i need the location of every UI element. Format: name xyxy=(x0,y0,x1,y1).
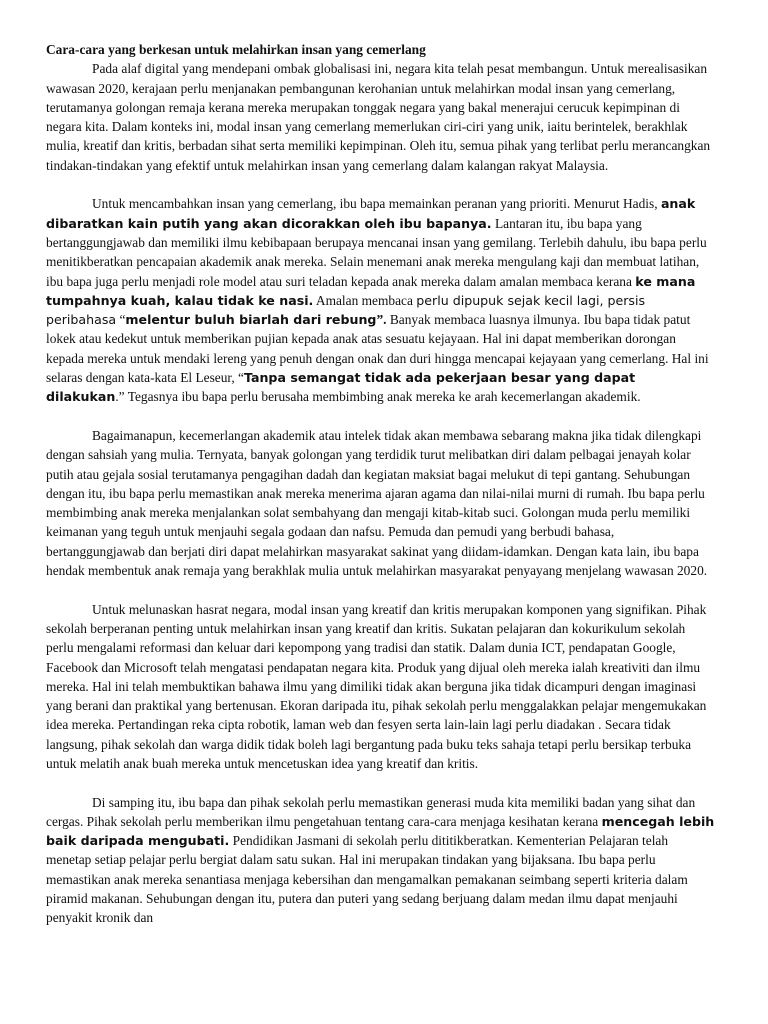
paragraph-2-quote-close: ”. xyxy=(376,312,387,328)
paragraph-2-quote-open: “ xyxy=(116,312,126,328)
paragraph-2-sans-c: perlu dipupuk sejak kecil lagi, persis peribahasa xyxy=(46,292,646,328)
paragraph-2-text-a: Untuk mencambahkan insan yang cemerlang, ibu bapa memainkan peranan yang prioriti. Menurut Hadis, xyxy=(92,196,661,212)
paragraph-2-text-b: Lantaran itu, ibu bapa yang bertanggungjawab dan memiliki ilmu kebibapaan berupaya mencanai insan yang gemilang. Terlebih dahulu, ibu bapa perlu menitikberatkan pencapaian akademik anak mereka. Selain menemani anak mereka mengulang kaji dan membuat latihan, ibu bapa juga perlu menjadi role model atau suri teladan kepada anak mereka dalam amalan membaca kerana xyxy=(46,215,707,289)
paragraph-2-bold-d: Tanpa semangat tidak ada pekerjaan besar yang dapat dilakukan xyxy=(46,370,636,405)
paragraph-2-text-d: Banyak membaca luasnya ilmunya. Ibu bapa tidak patut lokek atau kedekut untuk memberikan pujian kepada anak atas sesuatu kejayaan. Hal ini dapat memberikan dorongan kepada mereka untuk mendaki lereng yang penuh dengan onak dan duri hingga mencapai kejayaan yang cemerlang. Hal ini selaras dengan kata-kata El Leseur, “ xyxy=(46,312,709,386)
paragraph-2-bold-a: anak dibaratkan kain putih yang akan dicorakkan oleh ibu bapanya. xyxy=(46,196,696,231)
paragraph-5-text-a: Di samping itu, ibu bapa dan pihak sekolah perlu memastikan generasi muda kita memiliki badan yang sihat dan cergas. Pihak sekolah perlu memberikan ilmu pengetahuan tentang cara-cara menjaga kesihatan kerana xyxy=(46,794,696,829)
paragraph-3: Bagaimanapun, kecemerlangan akademik atau intelek tidak akan membawa sebarang makna jika tidak dilengkapi dengan sahsiah yang mulia. Ternyata, banyak golongan yang terdidik turut melibatkan diri dalam pelbagai jenayah kolar putih atau gejala sosial terutamanya pengagihan dadah dan kegiatan maksiat bagai melukut di tepi gantang. Sehubungan dengan itu, ibu bapa perlu memastikan anak mereka menerima ajaran agama dan nilai-nilai murni di rumah. Ibu bapa perlu membimbing anak mereka menjalankan solat sembahyang dan mengaji kitab-kitab suci. Golongan muda perlu memiliki keimanan yang teguh untuk menjauhi segala godaan dan nafsu. Pemuda dan pemudi yang berbudi bahasa, bertanggungjawab dan berjati diri dapat melahirkan masyarakat sakinat yang diidam-idamkan. Dengan kata lain, ibu bapa hendak membentuk anak remaja yang berakhlak mulia untuk melahirkan masyarakat penyayang menjelang wawasan 2020. xyxy=(46,427,708,579)
paragraph-5-text-b: Pendidikan Jasmani di sekolah perlu dititikberatkan. Kementerian Pelajaran telah menetap setiap pelajar perlu bergiat dalam satu sukan. Hal ini merupakan tindakan yang bijaksana. Ibu bapa perlu memastikan anak mereka senantiasa menjaga kebersihan dan mengamalkan pemakanan seimbang seperti kriteria dalam piramid makanan. Sehubungan dengan itu, putera dan puteri yang sedang berjuang dalam medan ilmu dapat menjauhi penyakit kronik dan xyxy=(46,833,688,926)
document-title: Cara-cara yang berkesan untuk melahirkan insan yang cemerlang xyxy=(46,42,426,57)
paragraph-2 xyxy=(46,194,716,406)
paragraph-2-text-c: Amalan membaca xyxy=(313,292,417,308)
paragraph-2-bold-b: ke mana tumpahnya kuah, kalau tidak ke nasi. xyxy=(46,273,696,308)
paragraph-5-bold-a: mencegah lebih baik daripada mengubati. xyxy=(46,813,715,849)
paragraph-4: Untuk melunaskan hasrat negara, modal insan yang kreatif dan kritis merupakan komponen yang signifikan. Pihak sekolah berperanan penting untuk melahirkan insan yang kreatif dan kritis. Sukatan pelajaran dan kokurikulum sekolah perlu mengalami reformasi dan keluar dari kepompong yang tradisi dan statik. Dalam dunia ICT, pendapatan Google, Facebook dan Microsoft telah mengatasi pendapatan negara kita. Produk yang dijual oleh mereka ialah kreativiti dan ilmu mereka. Hal ini telah membuktikan bahawa ilmu yang dimiliki tidak akan berguna jika tidak dicampuri dengan imaginasi yang berani dan praktikal yang bertenusan. Ekoran daripada itu, pihak sekolah perlu menggalakkan pelajar mengemukakan idea mereka. Pertandingan reka cipta robotik, laman web dan fesyen serta lain-lain lagi perlu diadakan . Secara tidak langsung, pihak sekolah dan warga didik tidak boleh lagi bergantung pada buku teks sahaja tetapi perlu bersikap terbuka untuk melatih anak buah mereka untuk mencetuskan idea yang kreatif dan kritis. xyxy=(46,601,707,771)
paragraph-5 xyxy=(46,793,716,928)
paragraph-2-text-e: .” Tegasnya ibu bapa perlu berusaha membimbing anak mereka ke arah kecemerlangan akademik. xyxy=(115,389,641,405)
paragraph-1: Pada alaf digital yang mendepani ombak globalisasi ini, negara kita telah pesat membangun. Untuk merealisasikan wawasan 2020, kerajaan perlu menjanakan pembangunan kerohanian untuk melahirkan modal insan yang cemerlang, terutamanya golongan remaja kerana mereka merupakan tonggak negara yang bakal menerajui cerucuk kepimpinan di negara kita. Dalam konteks ini, modal insan yang cemerlang memerlukan ciri-ciri yang unik, iaitu berintelek, berakhlak mulia, kreatif dan kritis, berbadan sihat serta memiliki kepimpinan. Oleh itu, semua pihak yang terlibat perlu merancangkan tindakan-tindakan yang efektif untuk melahirkan insan yang cemerlang dalam kalangan rakyat Malaysia. xyxy=(46,61,711,173)
paragraph-2-bold-c: melentur buluh biarlah dari rebung xyxy=(125,312,377,328)
